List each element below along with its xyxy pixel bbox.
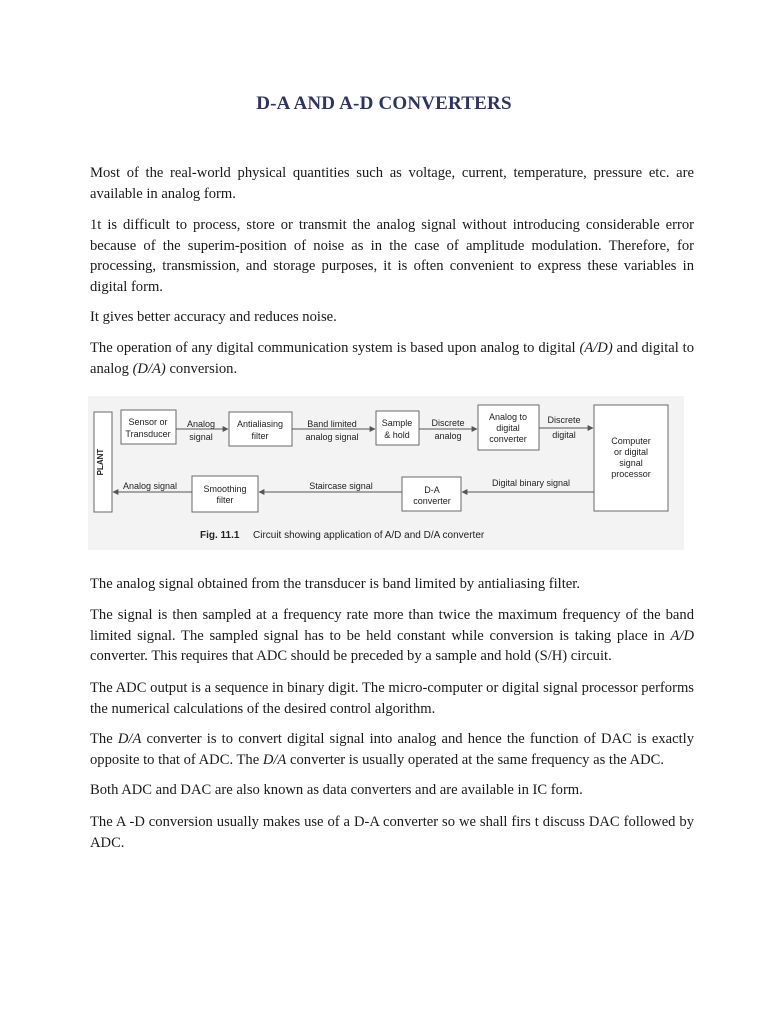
computer-label-2: or digital	[613, 447, 649, 457]
paragraph-operation	[90, 338, 694, 379]
operation-ad-term: (A/D)	[579, 340, 613, 356]
figure-block-diagram	[88, 396, 684, 550]
sample-hold-label-2: & hold	[384, 430, 410, 440]
paragraph-sampled	[90, 605, 694, 667]
discrete-analog-label-2: analog	[434, 431, 462, 441]
operation-text-1: The operation of any digital communication system is based upon analog to digital	[90, 340, 580, 356]
paragraph-band-limited: The analog signal obtained from the transducer is band limited by antialiasing filter.	[90, 576, 580, 592]
antialiasing-label-1: Antialiasing	[236, 419, 284, 429]
paragraph-data-converters: Both ADC and DAC are also known as data converters and are available in IC form.	[90, 782, 583, 798]
paragraph-accuracy: It gives better accuracy and reduces noise.	[90, 309, 337, 325]
dac-text-3: converter is usually operated at the same frequency as the ADC.	[286, 751, 665, 768]
figure-caption-label: Fig. 11.1	[200, 530, 240, 541]
band-limited-label-2: analog signal	[305, 432, 359, 442]
sensor-label-1: Sensor or	[128, 417, 168, 427]
paragraph-discuss-dac: The A -D conversion usually makes use of a D-A converter so we shall firs t discuss DAC followed by ADC.	[90, 814, 694, 851]
computer-label-3: signal	[619, 458, 643, 468]
operation-text-2: and digital to analog	[90, 340, 694, 377]
sampled-text-2: converter. This requires that ADC should be preceded by a sample and hold (S/H) circuit.	[90, 648, 612, 664]
dac-text-2: converter is to convert digital signal into analog and hence the function of DAC is exactly opposite to that of ADC. The	[90, 731, 695, 768]
paragraph-dac	[90, 729, 694, 770]
paragraph-adc-output: The ADC output is a sequence in binary digit. The micro-computer or digital signal processor performs the numerical calculations of the desired control algorithm.	[90, 680, 694, 717]
figure-caption-text: Circuit showing application of A/D and D/A converter	[253, 530, 485, 541]
smoothing-label-2: filter	[216, 495, 234, 505]
smoothing-label-1: Smoothing	[203, 484, 247, 494]
adc-label-3: converter	[489, 434, 527, 444]
band-limited-label-1: Band limited	[307, 419, 357, 429]
computer-label-4: processor	[611, 469, 651, 479]
operation-text-3: conversion.	[165, 360, 238, 377]
staircase-label: Staircase signal	[309, 481, 373, 491]
dac-term-2: D/A	[262, 751, 287, 768]
adc-label-1: Analog to	[488, 412, 528, 422]
discrete-digital-label-1: Discrete	[547, 415, 581, 425]
page-title: D-A AND A-D CONVERTERS	[256, 93, 512, 114]
analog-signal-label-2: signal	[189, 432, 213, 442]
sampled-text-1: The signal is then sampled at a frequency rate more than twice the maximum frequency of the band limited signal. The sampled signal has to be held constant while conversion is taking place in	[90, 607, 694, 644]
sensor-label-2: Transducer	[125, 429, 171, 439]
analog-signal-label-1: Analog	[186, 419, 216, 429]
digital-binary-label: Digital binary signal	[491, 478, 571, 488]
dac-text-1: The	[90, 731, 118, 747]
paragraph-processing: 1t is difficult to process, store or transmit the analog signal without introducing considerable error because of the superim-position of noise as in the case of amplitude modulation. Therefore, for processing, transmission, and storage purposes, it is often convenient to express these variables in digital form.	[90, 217, 694, 295]
discrete-digital-label-2: digital	[552, 430, 576, 440]
discrete-analog-label-1: Discrete	[431, 418, 465, 428]
sampled-ad-term: A/D	[670, 627, 694, 644]
dac-label-1: D-A	[424, 485, 440, 495]
sample-hold-label-1: Sample	[381, 418, 413, 428]
paragraph-analog-form: Most of the real-world physical quantities such as voltage, current, temperature, pressure etc. are available in analog form.	[90, 165, 694, 202]
dac-term-1: D/A	[117, 731, 142, 747]
adc-label-2: digital	[496, 423, 520, 433]
dac-label-2: converter	[413, 496, 451, 506]
computer-label-1: Computer	[611, 436, 651, 446]
analog-out-label: Analog signal	[122, 481, 178, 491]
plant-label: PLANT	[96, 448, 105, 476]
smoothing-box	[192, 476, 258, 512]
antialiasing-label-2: filter	[251, 431, 269, 441]
operation-da-term: (D/A)	[132, 360, 166, 377]
